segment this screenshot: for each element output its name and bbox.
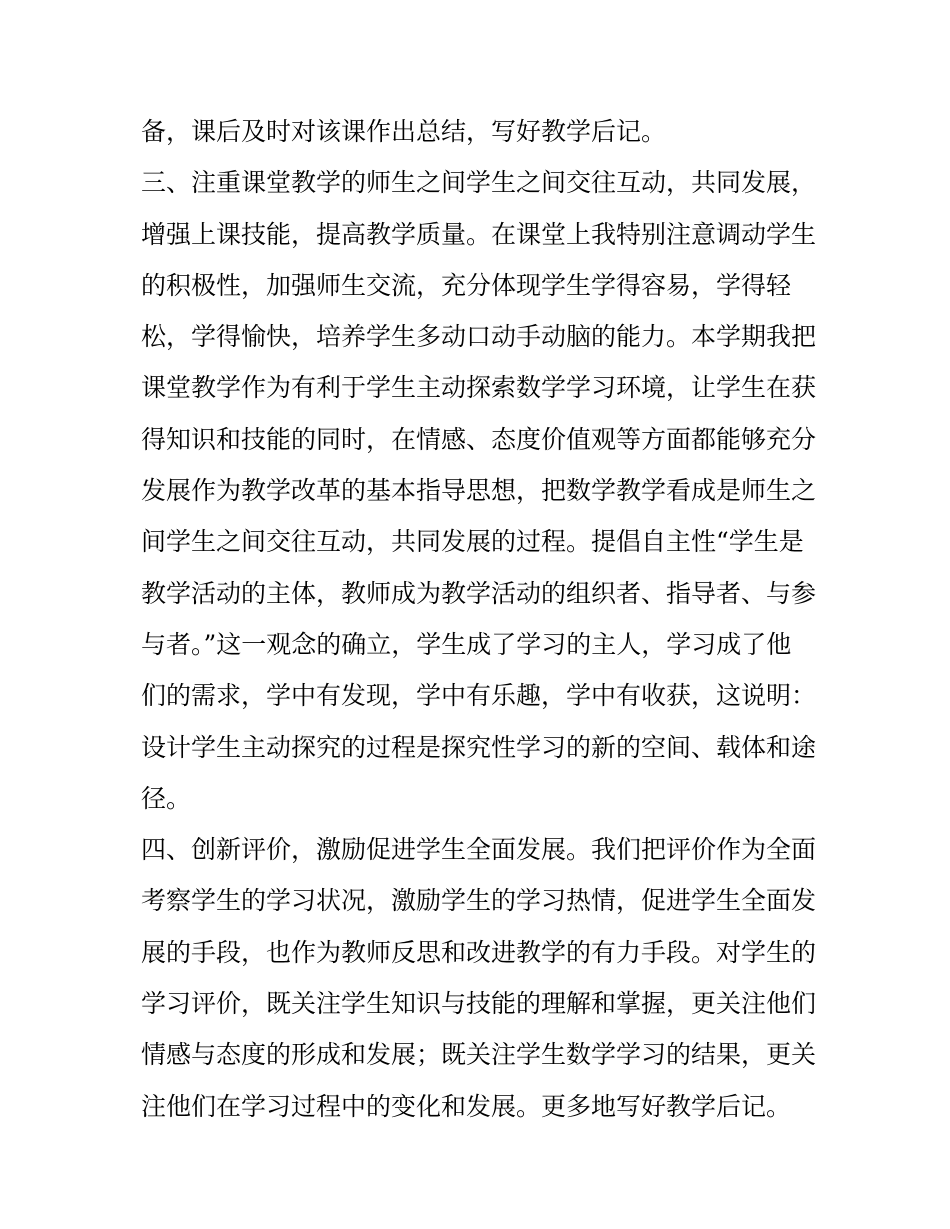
text-line: 注他们在学习过程中的变化和发展。更多地写好教学后记。 — [141, 1091, 792, 1121]
text-line: 间学生之间交往互动，共同发展的过程。提倡自主性“学生是 — [141, 527, 804, 557]
text-line: 备，课后及时对该课作出总结，写好教学后记。 — [141, 117, 667, 146]
text-line: 径。 — [141, 783, 192, 813]
text-line: 展的手段，也作为教师反思和改进教学的有力手段。对学生的 — [141, 937, 817, 967]
text-line: 课堂教学作为有利于学生主动探索数学学习环境，让学生在获 — [141, 373, 817, 403]
text-line: 考察学生的学习状况，激励学生的学习热情，促进学生全面发 — [141, 886, 817, 916]
text-line: 设计学生主动探究的过程是探究性学习的新的空间、载体和途 — [141, 732, 817, 762]
text-line: 教学活动的主体，教师成为教学活动的组织者、指导者、与参 — [141, 578, 817, 608]
text-line: 得知识和技能的同时，在情感、态度价值观等方面都能够充分 — [141, 424, 817, 454]
text-line: 增强上课技能，提高教学质量。在课堂上我特别注意调动学生 — [141, 219, 817, 249]
text-line: 的积极性，加强师生交流，充分体现学生学得容易，学得轻 — [141, 270, 792, 300]
text-line: 与者。”这一观念的确立，学生成了学习的主人，学习成了他 — [141, 629, 792, 659]
text-line: 们的需求，学中有发现，学中有乐趣，学中有收获，这说明： — [141, 681, 817, 711]
text-line: 四、创新评价，激励促进学生全面发展。我们把评价作为全面 — [141, 835, 817, 865]
text-line: 三、注重课堂教学的师生之间学生之间交往互动，共同发展， — [141, 168, 817, 198]
body-text — [141, 106, 821, 1132]
text-line: 发展作为教学改革的基本指导思想，把数学教学看成是师生之 — [141, 476, 817, 506]
text-line: 情感与态度的形成和发展；既关注学生数学学习的结果，更关 — [141, 1040, 817, 1070]
text-line: 松，学得愉快，培养学生多动口动手动脑的能力。本学期我把 — [141, 322, 817, 352]
text-line: 学习评价，既关注学生知识与技能的理解和掌握，更关注他们 — [141, 989, 817, 1019]
